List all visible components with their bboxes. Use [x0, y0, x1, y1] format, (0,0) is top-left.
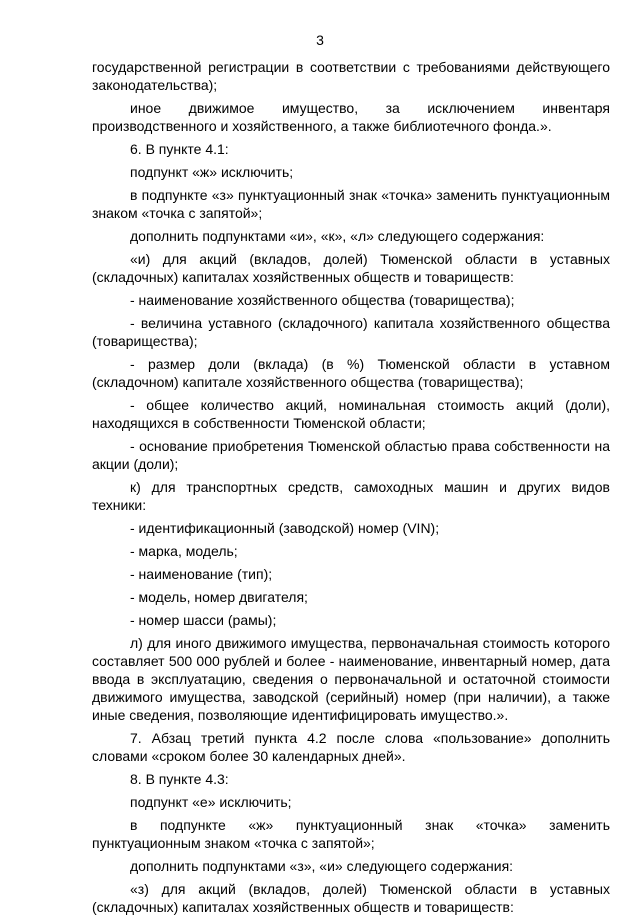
paragraph: иное движимое имущество, за исключением инвентаря производственного и хозяйственного, а также библиотечного фонда.». [92, 100, 610, 134]
document-body [92, 58, 610, 921]
paragraph: - модель, номер двигателя; [130, 589, 308, 605]
paragraph: - марка, модель; [130, 543, 238, 559]
paragraph: - наименование (тип); [130, 566, 273, 582]
paragraph: л) для иного движимого имущества, первоначальная стоимость которого составляет 500 000 рублей и более - наименование, инвентарный номер, дата ввода в эксплуатацию, сведения о первоначальной и остаточной стоимости движимого имущества, заводской (серийный) номер (при наличии), а также иные сведения, позволяющие идентифицировать имущество.». [92, 635, 610, 723]
paragraph: в подпункте «ж» пунктуационный знак «точка» заменить пунктуационным знаком «точка с запятой»; [92, 817, 610, 851]
paragraph: к) для транспортных средств, самоходных машин и других видов техники: [92, 479, 610, 513]
paragraph: - величина уставного (складочного) капитала хозяйственного общества (товарищества); [92, 315, 610, 349]
paragraph: дополнить подпунктами «и», «к», «л» следующего содержания: [130, 228, 545, 244]
paragraph: - размер доли (вклада) (в %) Тюменской области в уставном (складочном) капитале хозяйственного общества (товарищества); [92, 356, 610, 390]
paragraph: подпункт «е» исключить; [130, 794, 292, 810]
paragraph: государственной регистрации в соответствии с требованиями действующего законодательства); [92, 59, 610, 93]
paragraph: дополнить подпунктами «з», «и» следующего содержания: [130, 858, 514, 874]
paragraph: подпункт «ж» исключить; [130, 164, 294, 180]
paragraph: 7. Абзац третий пункта 4.2 после слова «пользование» дополнить словами «сроком более 30 календарных дней». [92, 730, 610, 764]
paragraph: - наименование хозяйственного общества (товарищества); [130, 292, 515, 308]
paragraph: 8. В пункте 4.3: [130, 771, 229, 787]
paragraph: - номер шасси (рамы); [130, 612, 277, 628]
paragraph: - идентификационный (заводской) номер (VIN); [130, 520, 440, 536]
paragraph: - общее количество акций, номинальная стоимость акций (доли), находящихся в собственности Тюменской области; [92, 397, 610, 431]
paragraph: в подпункте «з» пунктуационный знак «точка» заменить пунктуационным знаком «точка с запятой»; [92, 187, 610, 221]
paragraph: 6. В пункте 4.1: [130, 141, 229, 157]
paragraph: «з) для акций (вкладов, долей) Тюменской области в уставных (складочных) капиталах хозяйственных обществ и товариществ: [92, 881, 610, 915]
page-number: 3 [316, 32, 324, 48]
paragraph: «и) для акций (вкладов, долей) Тюменской области в уставных (складочных) капиталах хозяйственных обществ и товариществ: [92, 251, 610, 285]
paragraph: - основание приобретения Тюменской областью права собственности на акции (доли); [92, 438, 610, 472]
